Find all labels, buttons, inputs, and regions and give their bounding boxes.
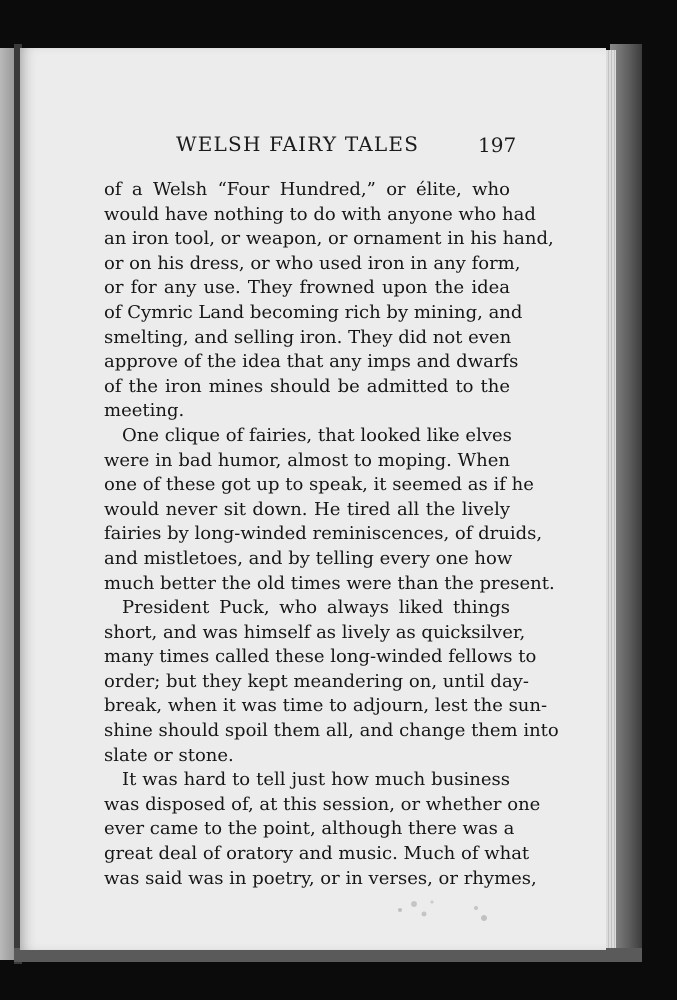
text-line: and mistletoes, and by telling every one how	[104, 547, 513, 569]
text-line: one of these got up to speak, it seemed as if he	[104, 474, 534, 496]
text-line: or on his dress, or who used iron in any form,	[104, 252, 521, 274]
text-line: would have nothing to do with anyone who had	[104, 203, 536, 225]
text-line: break, when it was time to adjourn, lest the sun-	[104, 695, 548, 717]
text-line: smelting, and selling iron. They did not even	[104, 326, 512, 348]
previous-page-edge	[0, 48, 14, 960]
body-text	[104, 178, 559, 891]
text-line: shine should spoil them all, and change them into	[104, 720, 559, 742]
running-head-title: WELSH FAIRY TALES	[176, 132, 420, 156]
page-sheet	[20, 48, 606, 950]
text-line: slate or stone.	[104, 744, 234, 766]
text-line: short, and was himself as lively as quicksilver,	[104, 621, 526, 643]
paragraph-first-line: One clique of fairies, that looked like elves	[122, 424, 512, 446]
text-line: an iron tool, or weapon, or ornament in his hand,	[104, 228, 554, 250]
text-line: meeting.	[104, 400, 185, 422]
paper-smudge	[380, 890, 500, 930]
text-line: of the iron mines should be admitted to the	[104, 375, 510, 397]
text-line: was disposed of, at this session, or whether one	[104, 793, 541, 815]
paragraph-first-line: President Puck, who always liked things	[122, 597, 510, 619]
text-line: was said was in poetry, or in verses, or rhymes,	[104, 867, 537, 889]
text-line: order; but they kept meandering on, until day-	[104, 670, 529, 692]
text-line: fairies by long-winded reminiscences, of druids,	[104, 523, 543, 545]
bottom-shadow	[14, 948, 642, 962]
running-head	[20, 132, 606, 172]
text-line: ever came to the point, although there was a	[104, 818, 515, 840]
text-line: were in bad humor, almost to moping. When	[104, 449, 510, 471]
text-line: or for any use. They frowned upon the idea	[104, 277, 510, 299]
text-line: would never sit down. He tired all the lively	[104, 498, 510, 520]
page-number: 197	[478, 133, 517, 157]
text-line: of a Welsh “Four Hundred,” or élite, who	[104, 179, 510, 200]
text-line: of Cymric Land becoming rich by mining, and	[104, 301, 523, 323]
text-line: many times called these long-winded fellows to	[104, 646, 537, 668]
text-line: much better the old times were than the present.	[104, 572, 555, 594]
text-line: great deal of oratory and music. Much of what	[104, 843, 530, 865]
text-line: approve of the idea that any imps and dwarfs	[104, 351, 519, 373]
paragraph-first-line: It was hard to tell just how much business	[122, 769, 510, 791]
